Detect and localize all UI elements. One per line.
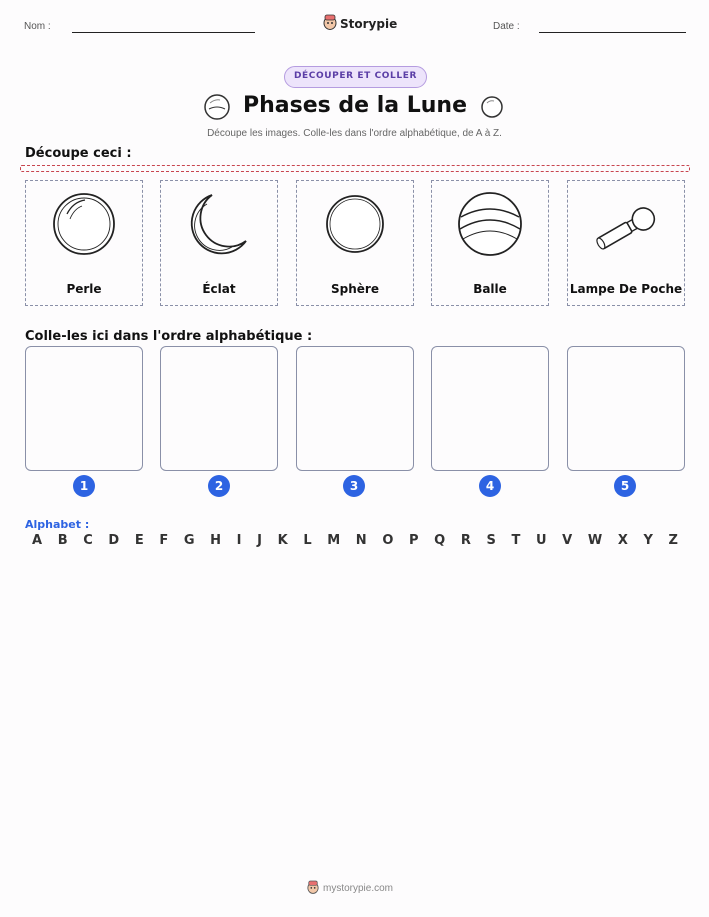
alphabet-letter: O	[382, 533, 394, 548]
alphabet-letter: Z	[668, 533, 678, 548]
cut-card-lampe-de-poche[interactable]	[567, 180, 685, 306]
date-label: Date :	[493, 21, 520, 32]
cut-card-perle[interactable]	[25, 180, 143, 306]
alphabet-letter: L	[303, 533, 312, 548]
alphabet-row	[32, 533, 678, 548]
alphabet-letter: D	[108, 533, 120, 548]
paste-box-5[interactable]	[567, 346, 685, 471]
alphabet-letter: X	[617, 533, 628, 548]
flashlight-icon	[586, 189, 666, 259]
paste-box-3[interactable]	[296, 346, 414, 471]
page-title: Phases de la Lune	[242, 93, 468, 118]
name-line[interactable]	[72, 32, 255, 33]
alphabet-letter: H	[210, 533, 222, 548]
storypie-mascot-icon	[323, 14, 337, 33]
alphabet-letter: T	[511, 533, 521, 548]
storypie-mascot-icon	[307, 880, 319, 897]
cut-card-eclat[interactable]	[160, 180, 278, 306]
paste-box-2[interactable]	[160, 346, 278, 471]
alphabet-letter: B	[57, 533, 68, 548]
name-label: Nom :	[24, 21, 51, 32]
alphabet-label: Alphabet :	[25, 518, 90, 531]
card-label: Perle	[66, 282, 102, 296]
alphabet-letter: S	[486, 533, 496, 548]
order-number-4: 4	[479, 475, 501, 497]
card-label: Balle	[473, 282, 507, 296]
alphabet-letter: C	[83, 533, 93, 548]
activity-badge: DÉCOUPER ET COLLER	[284, 66, 427, 88]
cut-card-sphere[interactable]	[296, 180, 414, 306]
paste-heading: Colle-les ici dans l'ordre alphabétique :	[25, 329, 313, 344]
card-label: Éclat	[202, 282, 236, 296]
alphabet-letter: V	[562, 533, 573, 548]
alphabet-letter: Q	[434, 533, 446, 548]
alphabet-letter: R	[460, 533, 471, 548]
alphabet-letter: N	[355, 533, 367, 548]
sphere-icon	[322, 189, 388, 259]
alphabet-letter: U	[535, 533, 547, 548]
alphabet-letter: J	[257, 533, 262, 548]
instructions: Découpe les images. Colle-les dans l'ordre alphabétique, de A à Z.	[207, 128, 502, 139]
cut-card-balle[interactable]	[431, 180, 549, 306]
brand-logo	[323, 14, 397, 33]
order-number-2: 2	[208, 475, 230, 497]
alphabet-letter: M	[327, 533, 341, 548]
order-number-1: 1	[73, 475, 95, 497]
alphabet-letter: F	[159, 533, 169, 548]
moon-right-icon	[480, 95, 504, 123]
alphabet-letter: G	[183, 533, 195, 548]
card-label: Sphère	[331, 282, 379, 296]
cut-heading: Découpe ceci :	[25, 146, 132, 161]
alphabet-letter: A	[32, 533, 43, 548]
alphabet-letter: E	[134, 533, 144, 548]
crescent-moon-icon	[186, 189, 252, 259]
paste-box-4[interactable]	[431, 346, 549, 471]
date-line[interactable]	[539, 32, 686, 33]
alphabet-letter: I	[236, 533, 242, 548]
alphabet-letter: W	[587, 533, 603, 548]
pearl-icon	[51, 189, 117, 259]
cut-line	[20, 165, 690, 172]
alphabet-letter: Y	[643, 533, 653, 548]
order-number-3: 3	[343, 475, 365, 497]
card-label: Lampe De Poche	[569, 282, 683, 296]
order-number-5: 5	[614, 475, 636, 497]
footer-url: mystorypie.com	[323, 883, 394, 894]
brand-name: Storypie	[340, 16, 398, 31]
footer	[307, 880, 393, 897]
alphabet-letter: K	[277, 533, 288, 548]
moon-left-icon	[203, 93, 231, 125]
ball-icon	[455, 189, 525, 259]
alphabet-letter: P	[409, 533, 419, 548]
paste-box-1[interactable]	[25, 346, 143, 471]
